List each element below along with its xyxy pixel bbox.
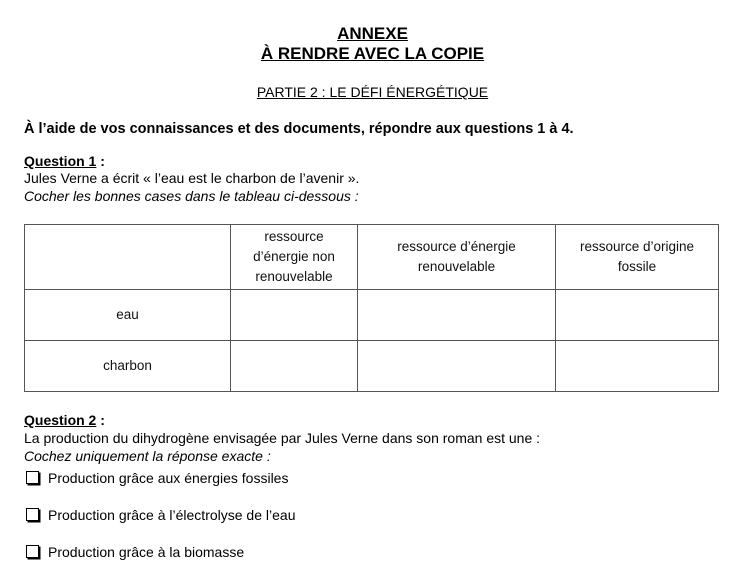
question-1-label: Question 1: [24, 153, 97, 169]
cell-eau-fossil[interactable]: [556, 290, 719, 341]
annex-subtitle: À RENDRE AVEC LA COPIE: [260, 44, 485, 63]
question-1-instruction: Cocher les bonnes cases dans le tableau ci-dessous :: [24, 188, 359, 204]
question-2-instruction: Cochez uniquement la réponse exacte :: [24, 448, 271, 464]
row-label-charbon: charbon: [25, 341, 231, 392]
checkbox-icon[interactable]: [26, 545, 39, 558]
question-2-label: Question 2: [24, 412, 97, 428]
column-header-non-renewable: ressource d’énergie non renouvelable: [231, 225, 358, 290]
cell-charbon-renewable[interactable]: [358, 341, 556, 392]
checkbox-icon[interactable]: [26, 471, 39, 484]
option-fossil: [26, 470, 288, 487]
cell-eau-renewable[interactable]: [358, 290, 556, 341]
question-2-colon: :: [96, 412, 105, 428]
question-1-statement: Jules Verne a écrit « l’eau est le charbon de l’avenir ».: [24, 170, 360, 186]
cell-charbon-fossil[interactable]: [556, 341, 719, 392]
part-title: PARTIE 2 : LE DÉFI ÉNERGÉTIQUE: [256, 84, 489, 100]
table-row: [25, 341, 719, 392]
question-1-colon: :: [96, 153, 105, 169]
option-electrolysis: [26, 507, 295, 524]
question-2-heading: [24, 412, 105, 429]
option-biomass: [26, 544, 244, 561]
question-1-heading: [24, 153, 105, 170]
row-label-eau: eau: [25, 290, 231, 341]
option-label: Production grâce aux énergies fossiles: [48, 470, 289, 486]
annex-title: ANNEXE: [337, 24, 408, 43]
answer-table: [24, 224, 719, 392]
intro-instruction: À l’aide de vos connaissances et des documents, répondre aux questions 1 à 4.: [24, 121, 574, 137]
table-header-row: [25, 225, 719, 290]
question-2-statement: La production du dihydrogène envisagée par Jules Verne dans son roman est une :: [24, 430, 541, 446]
column-header-fossil: ressource d’origine fossile: [556, 225, 719, 290]
cell-charbon-non-renewable[interactable]: [231, 341, 358, 392]
cell-eau-non-renewable[interactable]: [231, 290, 358, 341]
checkbox-icon[interactable]: [26, 508, 39, 521]
option-label: Production grâce à la biomasse: [48, 544, 245, 560]
column-header-renewable: ressource d’énergie renouvelable: [358, 225, 556, 290]
table-row: [25, 290, 719, 341]
table-corner-cell: [25, 225, 231, 290]
option-label: Production grâce à l’électrolyse de l’eau: [48, 507, 296, 523]
